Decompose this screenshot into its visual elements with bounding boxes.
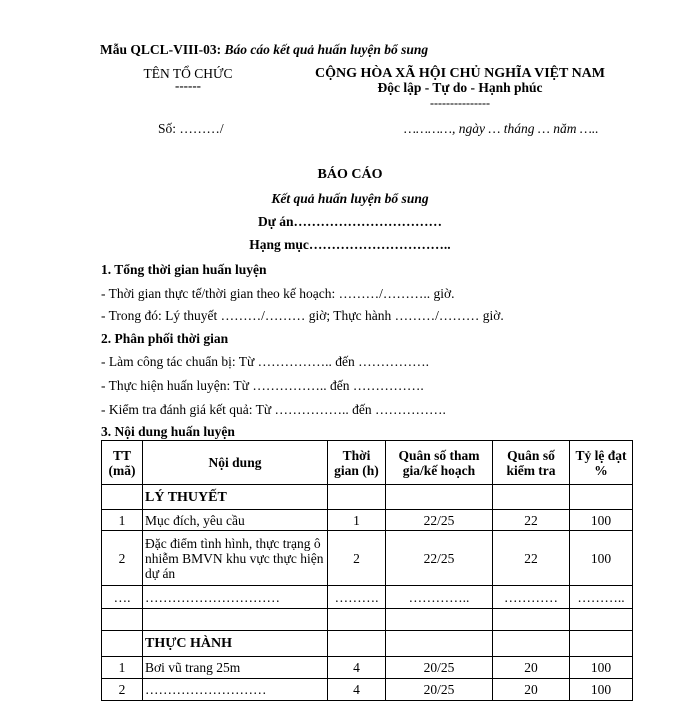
section-2-line-3: - Kiểm tra đánh giá kết quả: Từ …………….. đến ……………. <box>101 402 446 417</box>
report-title: BÁO CÁO <box>317 167 383 182</box>
section-1-line-2: - Trong đó: Lý thuyết ………/……… giờ; Thực hành ………/……… giờ. <box>101 308 504 323</box>
cell-planned: 22/25 <box>386 510 493 531</box>
cell-content: ……………………… <box>143 679 328 701</box>
cell-planned: 20/25 <box>386 679 493 701</box>
report-subtitle: Kết quả huấn luyện bổ sung <box>271 191 429 206</box>
cell-examined: 20 <box>493 679 570 701</box>
table-row-empty <box>102 609 633 631</box>
national-motto: Độc lập - Tự do - Hạnh phúc <box>377 80 543 95</box>
section-2-heading: 2. Phân phối thời gian <box>101 331 229 346</box>
cell-tt: …. <box>102 586 143 609</box>
section-2-line-1: - Làm công tác chuẩn bị: Từ …………….. đến ……………. <box>101 354 430 369</box>
organization-name: TÊN TỔ CHỨC <box>143 66 233 81</box>
section-2-line-2: - Thực hiện huấn luyện: Từ …………….. đến ……………. <box>101 378 424 393</box>
cell-planned: 20/25 <box>386 657 493 679</box>
header-content: Nội dung <box>143 441 328 485</box>
cell-content: ………………………… <box>143 586 328 609</box>
header-planned: Quân số tham gia/kế hoạch <box>386 441 493 485</box>
cell-time: 1 <box>328 510 386 531</box>
header-time: Thời gian (h) <box>328 441 386 485</box>
cell-examined: 22 <box>493 531 570 586</box>
section-1-line-1: - Thời gian thực tế/thời gian theo kế hoạch: ………/……….. giờ. <box>101 286 455 301</box>
header-examined: Quân số kiểm tra <box>493 441 570 485</box>
cell-planned: 22/25 <box>386 531 493 586</box>
table-header-row <box>102 441 633 485</box>
cell-tt: 1 <box>102 510 143 531</box>
national-title: CỘNG HÒA XÃ HỘI CHỦ NGHĨA VIỆT NAM <box>314 66 605 81</box>
practice-section-row <box>102 631 633 657</box>
section-3-heading: 3. Nội dung huấn luyện <box>101 424 235 439</box>
cell-examined: 22 <box>493 510 570 531</box>
cell-rate: 100 <box>570 531 633 586</box>
table-row <box>102 531 633 586</box>
table-row <box>102 586 633 609</box>
form-code-name: Báo cáo kết quả huấn luyện bổ sung <box>224 42 429 57</box>
project-line: Dự án…………………………… <box>258 214 442 229</box>
cell-time: 4 <box>328 657 386 679</box>
cell-rate: 100 <box>570 679 633 701</box>
form-code <box>100 42 428 58</box>
place-date: …………, ngày … tháng … năm ….. <box>404 121 599 136</box>
cell-content: Mục đích, yêu cầu <box>143 510 328 531</box>
document-number: Số: ………/ <box>158 121 224 136</box>
cell-content: Đặc điểm tình hình, thực trạng ô nhiễm BMVN khu vực thực hiện dự án <box>143 531 328 586</box>
cell-content: Bơi vũ trang 25m <box>143 657 328 679</box>
motto-divider: --------------- <box>430 96 490 110</box>
cell-examined: ………… <box>493 586 570 609</box>
form-code-id: Mẫu QLCL-VIII-03: <box>100 42 222 57</box>
table-row <box>102 679 633 701</box>
theory-section-row <box>102 485 633 510</box>
cell-time: 2 <box>328 531 386 586</box>
header-tt: TT (mã) <box>102 441 143 485</box>
cell-time: ………. <box>328 586 386 609</box>
item-line: Hạng mục………………………….. <box>249 237 451 252</box>
training-content-table <box>101 440 633 701</box>
header-rate: Tỷ lệ đạt % <box>570 441 633 485</box>
practice-label: THỰC HÀNH <box>143 631 328 657</box>
cell-examined: 20 <box>493 657 570 679</box>
table-row <box>102 510 633 531</box>
cell-planned: ………….. <box>386 586 493 609</box>
table-row <box>102 657 633 679</box>
cell-tt: 2 <box>102 679 143 701</box>
cell-tt: 2 <box>102 531 143 586</box>
theory-label: LÝ THUYẾT <box>143 485 328 510</box>
organization-divider: ------ <box>175 78 201 93</box>
cell-time: 4 <box>328 679 386 701</box>
cell-rate: 100 <box>570 510 633 531</box>
section-1-heading: 1. Tổng thời gian huấn luyện <box>101 262 267 277</box>
cell-rate: 100 <box>570 657 633 679</box>
cell-tt: 1 <box>102 657 143 679</box>
cell-rate: ……….. <box>570 586 633 609</box>
